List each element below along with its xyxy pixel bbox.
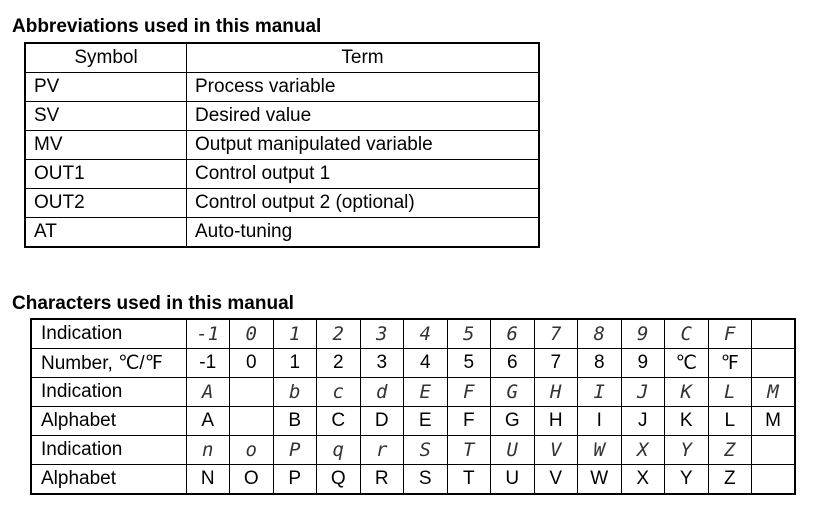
character-cell: E	[404, 407, 448, 436]
table-row	[25, 189, 539, 218]
segment-glyph-cell: d	[360, 378, 404, 407]
character-cell: P	[273, 465, 317, 495]
row-label: Number, ℃/℉	[31, 349, 186, 378]
segment-glyph-cell: E	[404, 378, 448, 407]
character-cell: 3	[360, 349, 404, 378]
segment-glyph-cell: M	[752, 378, 796, 407]
segment-glyph-cell: n	[186, 436, 230, 465]
characters-table	[30, 318, 796, 495]
character-cell: 2	[317, 349, 361, 378]
segment-glyph-cell: X	[621, 436, 665, 465]
table-row	[31, 436, 795, 465]
character-cell: X	[621, 465, 665, 495]
character-cell: Y	[665, 465, 709, 495]
segment-glyph-cell: P	[273, 436, 317, 465]
character-cell: J	[621, 407, 665, 436]
segment-glyph-cell	[230, 378, 274, 407]
character-cell: 4	[404, 349, 448, 378]
abbreviations-header-row	[25, 43, 539, 73]
segment-glyph-cell: -1	[186, 319, 230, 349]
segment-glyph-cell: 9	[621, 319, 665, 349]
term-cell: Output manipulated variable	[187, 131, 540, 160]
symbol-cell: OUT1	[25, 160, 187, 189]
character-cell: 9	[621, 349, 665, 378]
character-cell: 8	[578, 349, 622, 378]
table-row	[25, 131, 539, 160]
segment-glyph-cell: o	[230, 436, 274, 465]
table-row	[31, 319, 795, 349]
symbol-cell: AT	[25, 218, 187, 248]
segment-glyph-cell: 2	[317, 319, 361, 349]
segment-glyph-cell: Y	[665, 436, 709, 465]
segment-glyph-cell: J	[621, 378, 665, 407]
row-label: Indication	[31, 319, 186, 349]
symbol-cell: MV	[25, 131, 187, 160]
abbreviations-table	[24, 42, 540, 248]
segment-glyph-cell: G	[491, 378, 535, 407]
segment-glyph-cell: 1	[273, 319, 317, 349]
character-cell: M	[752, 407, 796, 436]
segment-glyph-cell: b	[273, 378, 317, 407]
character-cell: H	[534, 407, 578, 436]
segment-glyph-cell: W	[578, 436, 622, 465]
segment-glyph-cell: c	[317, 378, 361, 407]
character-cell: F	[447, 407, 491, 436]
term-cell: Process variable	[187, 73, 540, 102]
character-cell: 1	[273, 349, 317, 378]
segment-glyph-cell: 8	[578, 319, 622, 349]
table-row	[31, 407, 795, 436]
segment-glyph-cell: L	[708, 378, 752, 407]
table-row	[25, 102, 539, 131]
segment-glyph-cell: r	[360, 436, 404, 465]
character-cell: U	[491, 465, 535, 495]
character-cell: R	[360, 465, 404, 495]
symbol-column-header: Symbol	[25, 43, 187, 73]
character-cell: D	[360, 407, 404, 436]
row-label: Indication	[31, 436, 186, 465]
character-cell: W	[578, 465, 622, 495]
segment-glyph-cell	[752, 436, 796, 465]
segment-glyph-cell: 6	[491, 319, 535, 349]
segment-glyph-cell: F	[447, 378, 491, 407]
term-cell: Auto-tuning	[187, 218, 540, 248]
table-row	[31, 349, 795, 378]
character-cell: T	[447, 465, 491, 495]
segment-glyph-cell: 7	[534, 319, 578, 349]
character-cell: K	[665, 407, 709, 436]
segment-glyph-cell: 0	[230, 319, 274, 349]
character-cell: 5	[447, 349, 491, 378]
symbol-cell: OUT2	[25, 189, 187, 218]
table-row	[31, 378, 795, 407]
character-cell: Q	[317, 465, 361, 495]
table-row	[31, 465, 795, 495]
character-cell: G	[491, 407, 535, 436]
character-cell: L	[708, 407, 752, 436]
table-row	[25, 160, 539, 189]
character-cell: ℃	[665, 349, 709, 378]
segment-glyph-cell: T	[447, 436, 491, 465]
character-cell: ℉	[708, 349, 752, 378]
segment-glyph-cell	[752, 319, 796, 349]
character-cell	[752, 465, 796, 495]
symbol-cell: SV	[25, 102, 187, 131]
segment-glyph-cell: H	[534, 378, 578, 407]
segment-glyph-cell: Z	[708, 436, 752, 465]
character-cell: Z	[708, 465, 752, 495]
table-row	[25, 218, 539, 248]
characters-heading: Characters used in this manual	[12, 293, 294, 314]
character-cell: I	[578, 407, 622, 436]
segment-glyph-cell: U	[491, 436, 535, 465]
segment-glyph-cell: C	[665, 319, 709, 349]
segment-glyph-cell: 4	[404, 319, 448, 349]
segment-glyph-cell: I	[578, 378, 622, 407]
character-cell: 6	[491, 349, 535, 378]
segment-glyph-cell: K	[665, 378, 709, 407]
character-cell: V	[534, 465, 578, 495]
term-cell: Control output 2 (optional)	[187, 189, 540, 218]
row-label: Indication	[31, 378, 186, 407]
term-column-header: Term	[187, 43, 540, 73]
character-cell: S	[404, 465, 448, 495]
row-label: Alphabet	[31, 465, 186, 495]
character-cell: -1	[186, 349, 230, 378]
abbreviations-heading: Abbreviations used in this manual	[12, 16, 322, 37]
term-cell: Desired value	[187, 102, 540, 131]
segment-glyph-cell: q	[317, 436, 361, 465]
character-cell: O	[230, 465, 274, 495]
character-cell: A	[186, 407, 230, 436]
character-cell: B	[273, 407, 317, 436]
character-cell	[752, 349, 796, 378]
segment-glyph-cell: S	[404, 436, 448, 465]
term-cell: Control output 1	[187, 160, 540, 189]
segment-glyph-cell: V	[534, 436, 578, 465]
character-cell: C	[317, 407, 361, 436]
symbol-cell: PV	[25, 73, 187, 102]
character-cell	[230, 407, 274, 436]
segment-glyph-cell: 3	[360, 319, 404, 349]
segment-glyph-cell: F	[708, 319, 752, 349]
character-cell: 0	[230, 349, 274, 378]
character-cell: N	[186, 465, 230, 495]
row-label: Alphabet	[31, 407, 186, 436]
character-cell: 7	[534, 349, 578, 378]
segment-glyph-cell: A	[186, 378, 230, 407]
segment-glyph-cell: 5	[447, 319, 491, 349]
table-row	[25, 73, 539, 102]
